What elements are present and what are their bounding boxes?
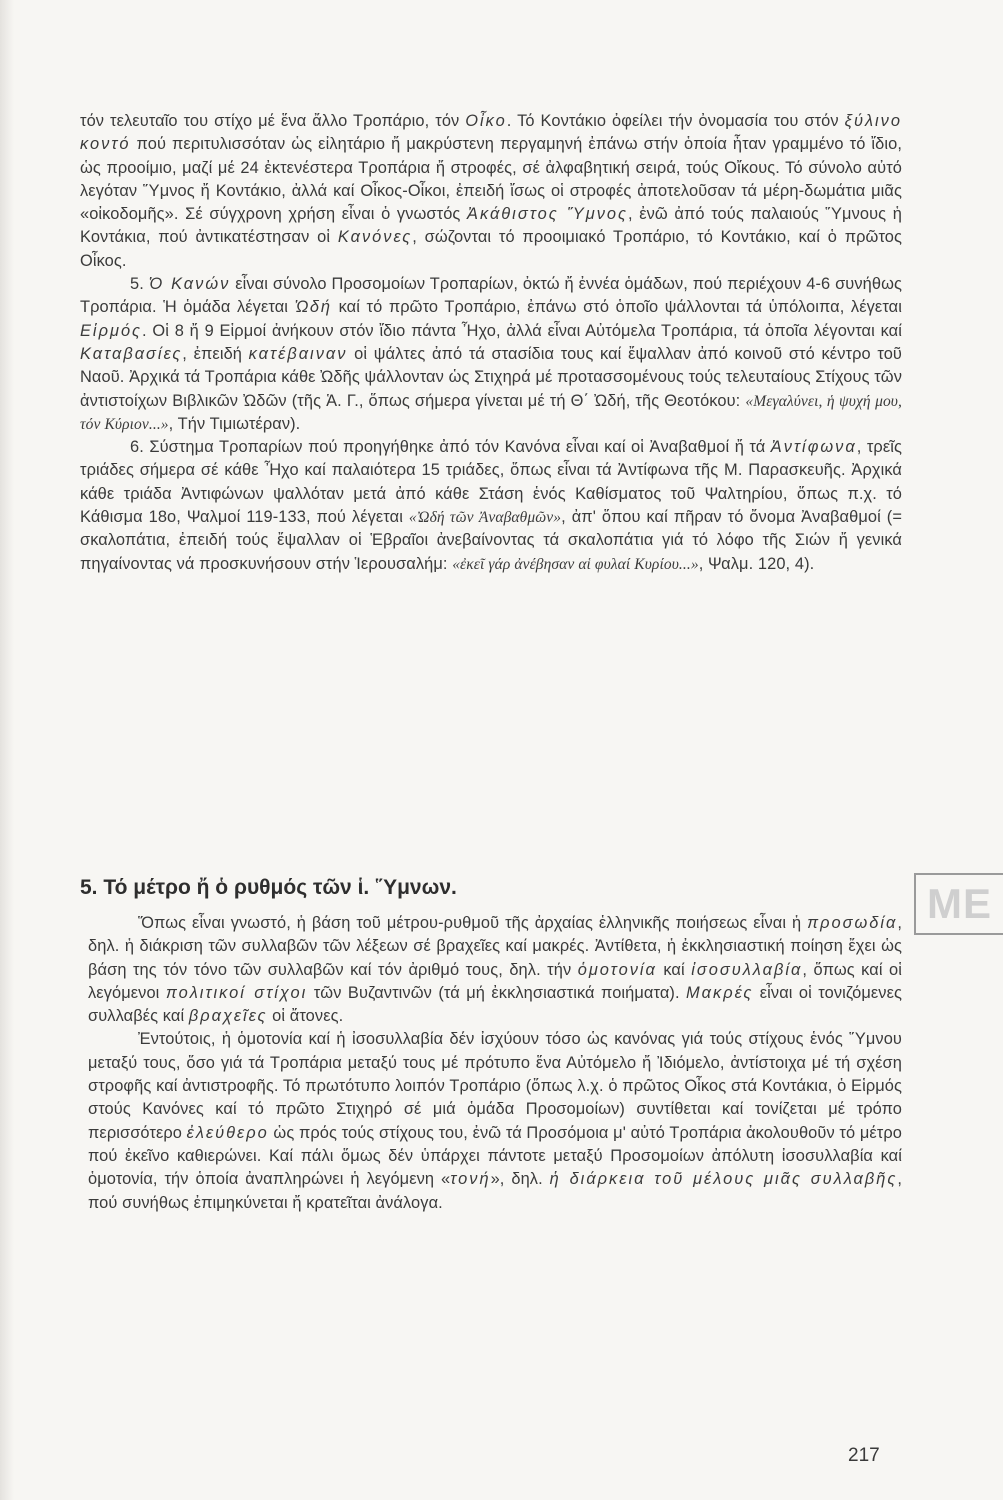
text-run: , Ψαλμ. 120, 4). bbox=[698, 554, 815, 573]
emphasis-kanones: Κανόνες bbox=[337, 228, 413, 247]
text-run: , ἐνῶ ἀπό τούς παλαιούς Ὕμνους ἡ Κοντάκια, πού ἀντικατέστησαν οἱ bbox=[80, 205, 902, 247]
text-run: οἱ ψάλτες ἀπό τά στασίδια τους καί ἔψαλλαν ἀπό κοινοῦ στό κέντρο τοῦ Ναοῦ. Ἀρχικά τά Τροπάρια κάθε Ὠδῆς ψάλλονταν ὡς Στιχηρά μέ προτασσομένους τούς τελευταίους Στίχους τῶν ἀντιστοίχων Βιβλικῶν Ὠδῶν (τῆς Ἁ. Γ., ὅπως σήμερα γίνεται μέ τή Θ΄ Ὠδή, τῆς Θεοτόκου: bbox=[80, 344, 902, 410]
paragraph-kanon bbox=[80, 273, 902, 436]
text-run: . Οἱ 8 ἤ 9 Εἱρμοί ἀνήκουν στόν ἴδιο πάντα Ἦχο, ἀλλά εἶναι Αὐτόμελα Τροπάρια, τά ὁποῖα λέγονται καί bbox=[142, 321, 902, 340]
emphasis-eirmos: Εἱρμός bbox=[80, 321, 143, 340]
emphasis-kanon: Ὁ Κανών bbox=[148, 275, 231, 294]
text-run: ὡς πρός τούς στίχους του, ἐνῶ τά Προσόμοια μ' αὐτό Τροπάρια ἀκολουθοῦν τό μέτρο πού ἐκεῖνο καθιερώνει. Καί πάλι ὅμως δέν ὑπάρχει πάντοτε μεταξύ Προσομοίων ἀπόλυτη ἰσοσυλλαβία καί ὁμοτονία, τήν ὁποία ἀναπληρώνει ἡ λεγόμενη « bbox=[88, 1123, 903, 1189]
text-run: , ἐπειδή bbox=[182, 344, 249, 363]
text-run: τῶν Βυζαντινῶν (τά μή ἐκκλησιαστικά ποιήματα). bbox=[307, 983, 687, 1002]
quote-megalynei: «Μεγαλύνει, ἡ ψυχή μου, τόν Κύριον...» bbox=[80, 392, 902, 433]
text-run: , σώζονται τό προοιμιακό Τροπάριο, τό Κοντάκιο, καί ὁ πρῶτος Οἶκος. bbox=[80, 228, 902, 270]
text-block-upper bbox=[80, 110, 902, 576]
text-run: , πού συνήθως ἐπιμηκύνεται ἤ κρατεῖται ἀνάλογα. bbox=[88, 1170, 902, 1212]
emphasis-antifona: Ἀντίφωνα bbox=[770, 438, 857, 457]
emphasis-diarkeia: ἡ διάρκεια τοῦ μέλους μιᾶς συλλαβῆς bbox=[549, 1170, 898, 1189]
text-run: , Τήν Τιμιωτέραν). bbox=[168, 414, 301, 433]
text-run: εἶναι οἱ τονιζόμενες συλλαβές καί bbox=[88, 983, 902, 1026]
paragraph-anavathmoi bbox=[80, 436, 902, 576]
paragraph-entoutois bbox=[88, 1028, 902, 1214]
emphasis-isosyllavia: ἰσοσυλλαβία bbox=[691, 960, 803, 979]
text-run: , τρεῖς τριάδες σήμερα σέ κάθε Ἦχο καί παλαιότερα 15 τριάδες, ὅπως εἶναι τά Ἀντίφωνα τῆς Μ. Παρασκευῆς. Ἀρχικά κάθε τριάδα Ἀντιφώνων ψαλλόταν μετά ἀπό κάθε Στάση ἑνός Καθίσματος τοῦ Ψαλτηρίου, ὅπως π.χ. τό Κάθισμα 18ο, Ψαλμοί 119-133, πού λέγεται bbox=[80, 438, 902, 527]
text-run: Ἐντούτοις, ἡ ὁμοτονία καί ἡ ἰσοσυλλαβία δέν ἰσχύουν τόσο ὡς κανόνας γιά τούς στίχους ἑνός Ὕμνου μεταξύ τους, ὅσο γιά τά Τροπάρια μεταξύ τους μέ πρότυπο ἕνα Αὐτόμελο ἤ Ἰδιόμελο, ἀντίστοιχα μέ τή σχέση στροφῆς καί ἀντιστροφῆς. Τό πρωτότυπο λοιπόν Τροπάριο (ὅπως λ.χ. ὁ πρῶτος Οἶκος στά Κοντάκια, ὁ Εἱρμός στούς Κανόνες καί τό πρῶτο Στιχηρό σέ μιά ὁμάδα Προσομοίων) συντίθεται καί τονίζεται μέ τρόπο περισσότερο bbox=[88, 1030, 902, 1142]
emphasis-odi: Ὠδή bbox=[294, 298, 333, 317]
text-run: καί τό πρῶτο Τροπάριο, ἐπάνω στό ὁποῖο ψάλλονται τά ὑπόλοιπα, λέγεται bbox=[332, 298, 902, 317]
text-run: , ὅπως καί οἱ λεγόμενοι bbox=[88, 960, 902, 1002]
emphasis-politikoi-stichoi: πολιτικοί στίχοι bbox=[165, 983, 308, 1002]
text-run: , δηλ. ἡ διάκριση τῶν συλλαβῶν τῶν λέξεων σέ βραχεῖες καί μακρές. Ἀντίθετα, ἡ ἐκκλησιαστική ποίηση ἔχει ὡς βάση της τόν τόνο τῶν συλλαβῶν καί τόν ἀριθμό τους, δηλ. τήν bbox=[88, 914, 902, 979]
emphasis-makres: Μακρές bbox=[686, 983, 754, 1002]
text-run: , ἀπ' ὅπου καί πῆραν τό ὄνομα Ἀναβαθμοί (= σκαλοπάτια, ἐπειδή τούς ἔψαλλαν οἱ Ἑβραῖοι ἀνεβαίνοντας τά σκαλοπάτια γιά τό λόφο τῆς Σιών ἤ γενικά πηγαίνοντας νά προσκυνήσουν στήν Ἱερουσαλήμ: bbox=[80, 508, 902, 573]
chapter-tab: ΜΕ bbox=[914, 873, 1003, 935]
page-number: 217 bbox=[848, 1445, 880, 1466]
text-run: πού περιτυλισσόταν ὡς εἰλητάριο ἤ μακρύστενη περγαμηνή ἐπάνω στήν ὁποία ἦταν γραμμένο τό ἴδιο, ὡς προοίμιο, μαζί μέ 24 ἐκτενέστερα Τροπάρια ἤ στροφές, σέ ἀλφαβητική σειρά, τούς Οἴκους. Τό σύνολο αὐτό λεγόταν Ὕμνος ἤ Κοντάκιο, ἀλλά καί Οἶκος-Οἶκοι, ἐπειδή ἴσως οἱ στροφές ἀποτελοῦσαν τά μέρη-δωμάτια μιᾶς «οἰκοδομῆς». Σέ σύγχρονη χρήση εἶναι ὁ γνωστός bbox=[80, 135, 902, 224]
text-run: . Τό Κοντάκιο ὀφείλει τήν ὀνομασία του στόν bbox=[506, 112, 845, 130]
quote-odi-anavathmon: «Ὠδή τῶν Ἀναβαθμῶν» bbox=[408, 509, 562, 527]
paragraph-oikos bbox=[80, 110, 902, 273]
text-run: », δηλ. bbox=[490, 1170, 550, 1189]
page-edge-shadow bbox=[0, 0, 14, 1500]
text-run: 6. Σύστημα Τροπαρίων πού προηγήθηκε ἀπό τόν Κανόνα εἶναι καί οἱ Ἀναβαθμοί ἤ τά bbox=[130, 438, 771, 457]
text-run: καί bbox=[656, 960, 692, 979]
quote-ekei-gar: «ἐκεῖ γάρ ἀνέβησαν αἱ φυλαί Κυρίου...» bbox=[452, 555, 699, 573]
emphasis-omotonia: ὁμοτονία bbox=[577, 960, 657, 979]
text-run: εἶναι σύνολο Προσομοίων Τροπαρίων, ὀκτώ ἤ ἐννέα ὁμάδων, πού περιέχουν 4-6 συνήθως Τροπάρια. Ἡ ὁμάδα λέγεται bbox=[80, 275, 902, 317]
emphasis-oikos: Οἶκο bbox=[465, 112, 507, 130]
text-run: τόν τελευταῖο του στίχο μέ ἕνα ἄλλο Τροπάριο, τόν bbox=[80, 112, 466, 130]
text-run: Ὅπως εἶναι γνωστό, ἡ βάση τοῦ μέτρου-ρυθμοῦ τῆς ἀρχαίας ἑλληνικῆς ποιήσεως εἶναι ἡ bbox=[138, 914, 808, 932]
emphasis-toni: τονή bbox=[450, 1170, 491, 1189]
emphasis-xylino-konto: ξύλινο κοντό bbox=[80, 112, 902, 154]
paragraph-prosodia bbox=[88, 912, 902, 1028]
text-run: οἱ ἄτονες. bbox=[267, 1007, 344, 1026]
emphasis-vracheies: βραχεῖες bbox=[188, 1007, 268, 1026]
emphasis-eleythero: ἐλεύθερο bbox=[186, 1123, 269, 1142]
emphasis-katavasies: Καταβασίες bbox=[80, 344, 183, 363]
text-block-lower bbox=[88, 912, 902, 1215]
emphasis-katevainan: κατέβαιναν bbox=[248, 344, 348, 363]
text-run: 5. bbox=[130, 275, 149, 294]
emphasis-prosodia: προσωδία bbox=[807, 914, 898, 932]
section-heading: 5. Τό μέτρο ἤ ὁ ρυθμός τῶν ἱ. Ὕμνων. bbox=[80, 876, 457, 899]
emphasis-akathistos: Ἀκάθιστος Ὕμνος bbox=[467, 205, 628, 224]
